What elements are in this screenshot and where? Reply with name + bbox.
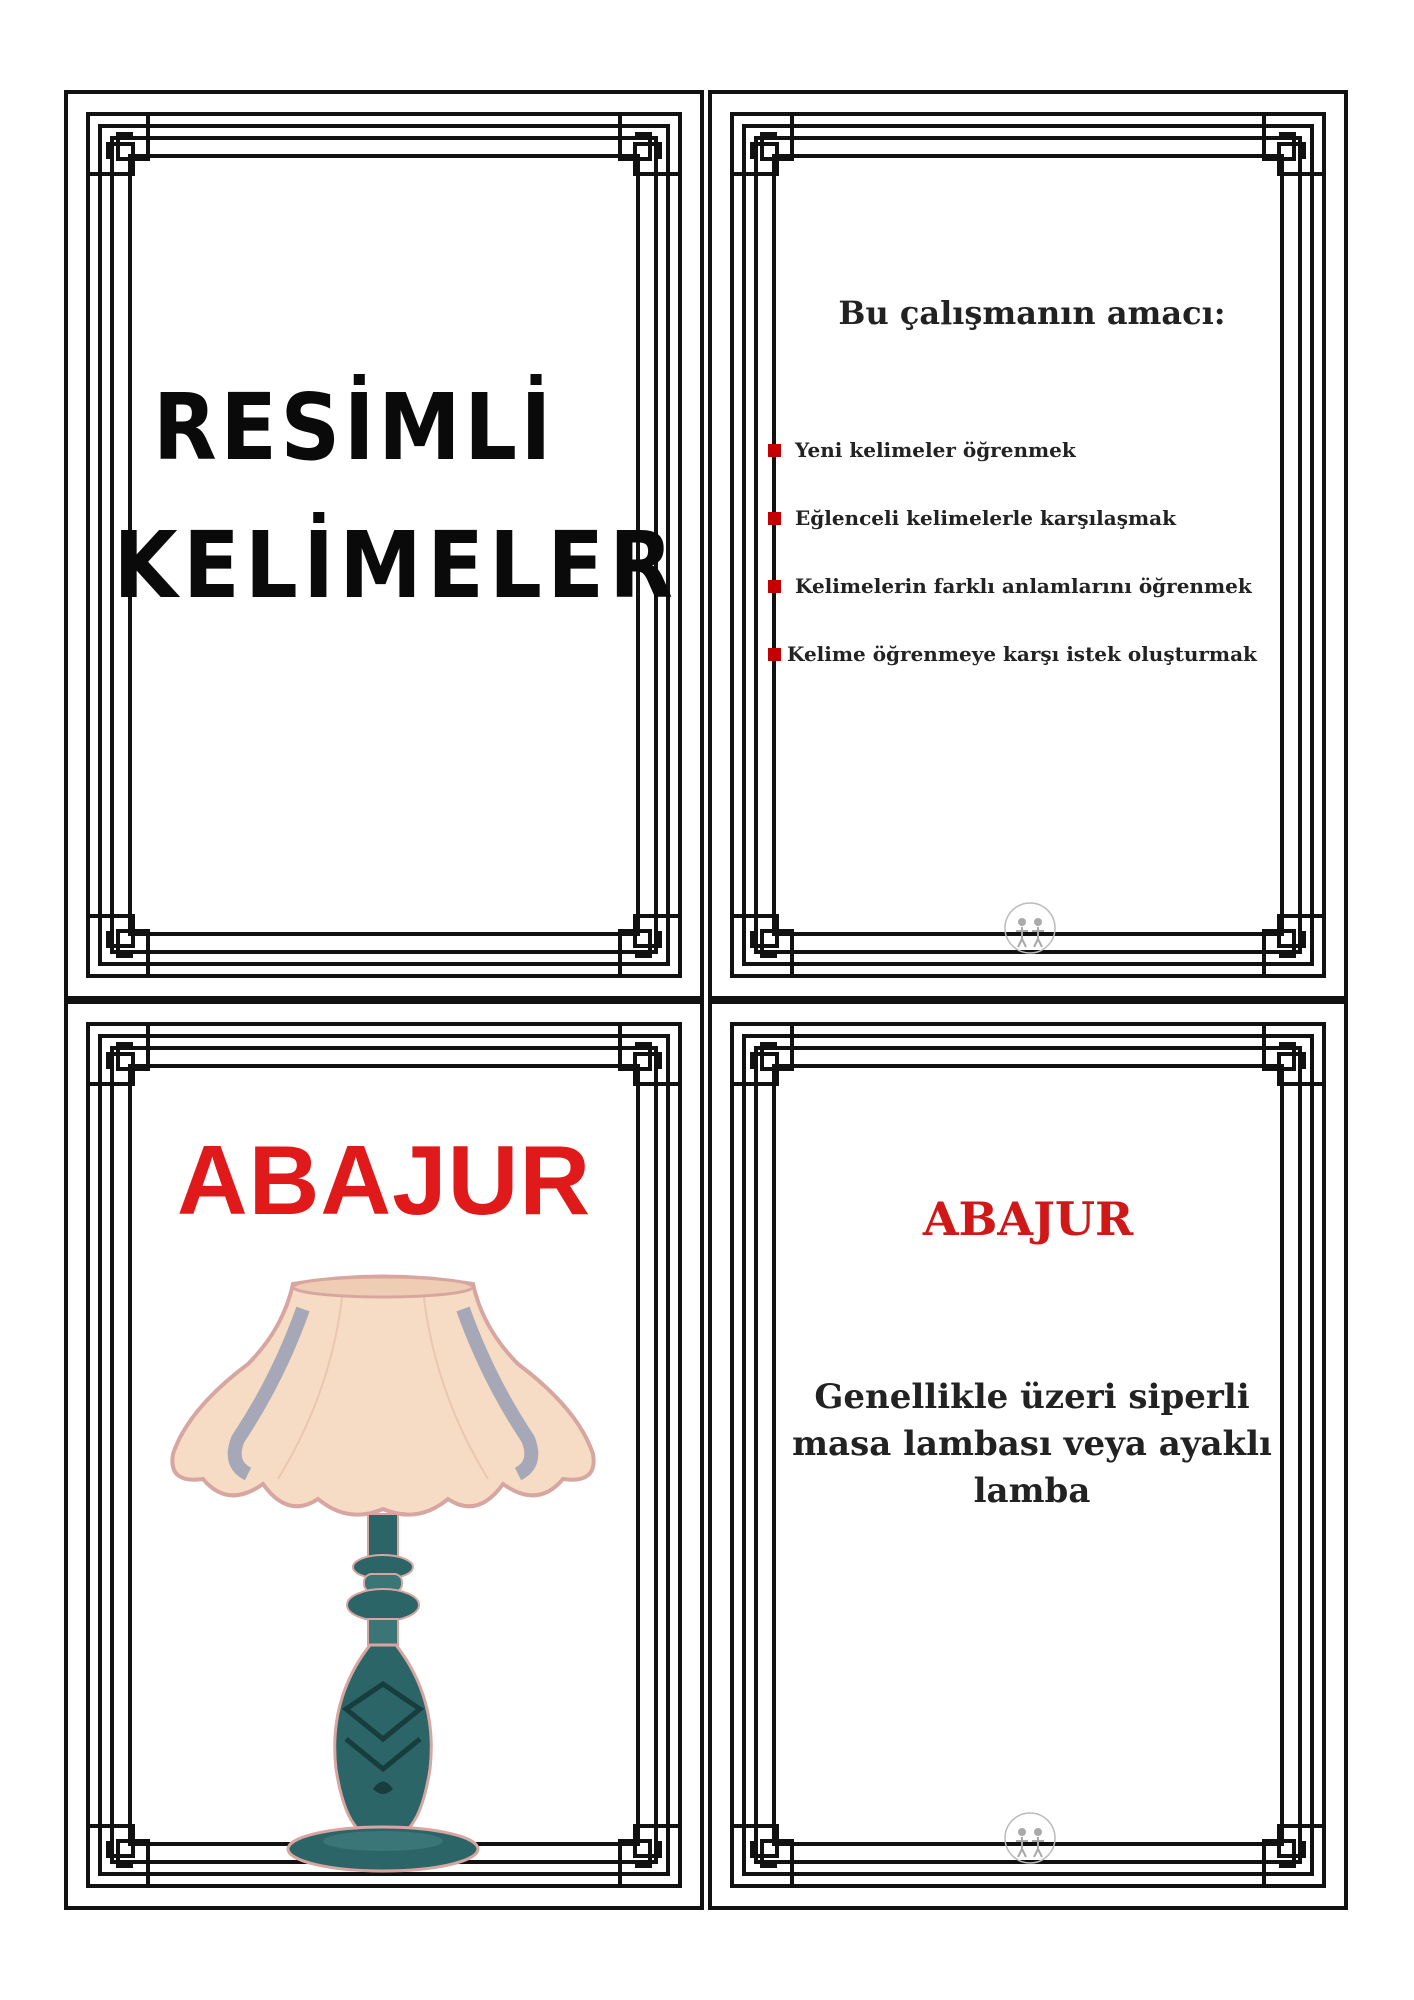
definition-word: ABAJUR — [922, 1192, 1134, 1246]
picture-word: ABAJUR — [176, 1125, 592, 1235]
list-item: Kelime öğrenmeye karşı istek oluşturmak — [768, 638, 1348, 706]
list-item: Kelimelerin farklı anlamlarını öğrenmek — [768, 570, 1348, 638]
square-bullet-icon — [768, 648, 781, 661]
list-item: Eğlenceli kelimelerle karşılaşmak — [768, 502, 1348, 570]
square-bullet-icon — [768, 580, 781, 593]
children-logo-icon — [1002, 900, 1058, 956]
definition-text: Genellikle üzeri siperli masa lambası veya ayaklı lamba — [792, 1377, 1272, 1511]
purpose-card — [708, 90, 1348, 1000]
cover-card — [64, 90, 704, 1000]
square-bullet-icon — [768, 512, 781, 525]
children-logo-icon — [1002, 1810, 1058, 1866]
cover-title-line1: RESİMLİ — [153, 374, 555, 481]
picture-card — [64, 1000, 704, 1910]
lamp-illustration — [158, 1269, 608, 1879]
definition-card — [708, 1000, 1348, 1910]
square-bullet-icon — [768, 444, 781, 457]
cover-title-line2: KELİMELER — [113, 512, 679, 619]
goals-list — [768, 434, 1348, 706]
purpose-heading: Bu çalışmanın amacı: — [838, 294, 1226, 332]
list-item: Yeni kelimeler öğrenmek — [768, 434, 1348, 502]
